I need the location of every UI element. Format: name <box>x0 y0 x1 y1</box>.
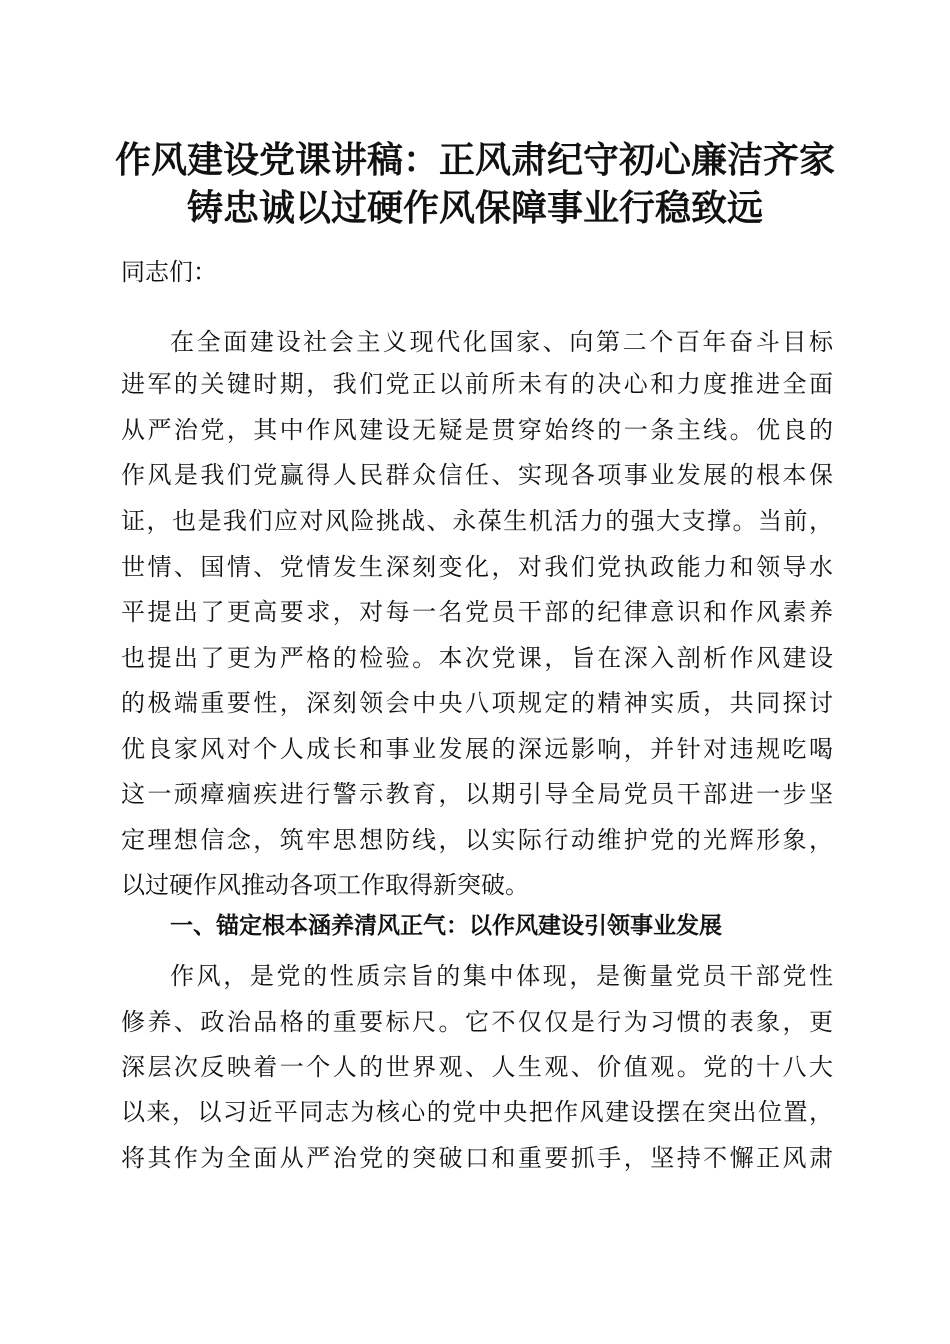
intro-line: 的极端重要性，深刻领会中央八项规定的精神实质，共同探讨 <box>121 689 833 717</box>
intro-line: 这一顽瘴痼疾进行警示教育，以期引导全局党员干部进一步坚 <box>121 780 833 808</box>
intro-line: 优良家风对个人成长和事业发展的深远影响，并针对违规吃喝 <box>121 735 833 763</box>
section-1-line: 作风，是党的性质宗旨的集中体现，是衡量党员干部党性 <box>170 962 833 990</box>
intro-line: 平提出了更高要求，对每一名党员干部的纪律意识和作风素养 <box>121 598 833 626</box>
section-1-line: 深层次反映着一个人的世界观、人生观、价值观。党的十八大 <box>121 1053 833 1081</box>
intro-line: 以过硬作风推动各项工作取得新突破。 <box>121 871 529 899</box>
section-1-line: 将其作为全面从严治党的突破口和重要抓手，坚持不懈正风肃 <box>121 1144 833 1172</box>
section-1-line: 以来，以习近平同志为核心的党中央把作风建设摆在突出位置， <box>121 1098 833 1126</box>
intro-line: 定理想信念，筑牢思想防线，以实际行动维护党的光辉形象， <box>121 826 833 854</box>
section-heading: 一、锚定根本涵养清风正气：以作风建设引领事业发展 <box>170 913 722 939</box>
section-1-line: 修养、政治品格的重要标尺。它不仅仅是行为习惯的表象，更 <box>121 1008 833 1036</box>
document-title-line-2: 铸忠诚以过硬作风保障事业行稳致远 <box>186 187 763 229</box>
intro-line: 也提出了更为严格的检验。本次党课，旨在深入剖析作风建设 <box>121 644 833 672</box>
intro-line: 世情、国情、党情发生深刻变化，对我们党执政能力和领导水 <box>121 553 833 581</box>
salutation: 同志们： <box>121 258 217 286</box>
intro-line: 从严治党，其中作风建设无疑是贯穿始终的一条主线。优良的 <box>121 416 833 444</box>
intro-line: 进军的关键时期，我们党正以前所未有的决心和力度推进全面 <box>121 370 833 398</box>
intro-line: 作风是我们党赢得人民群众信任、实现各项事业发展的根本保 <box>121 461 833 489</box>
intro-line: 证，也是我们应对风险挑战、永葆生机活力的强大支撑。当前， <box>121 507 833 535</box>
intro-line: 在全面建设社会主义现代化国家、向第二个百年奋斗目标 <box>170 328 833 356</box>
document-title-line-1: 作风建设党课讲稿：正风肃纪守初心廉洁齐家 <box>114 139 835 181</box>
